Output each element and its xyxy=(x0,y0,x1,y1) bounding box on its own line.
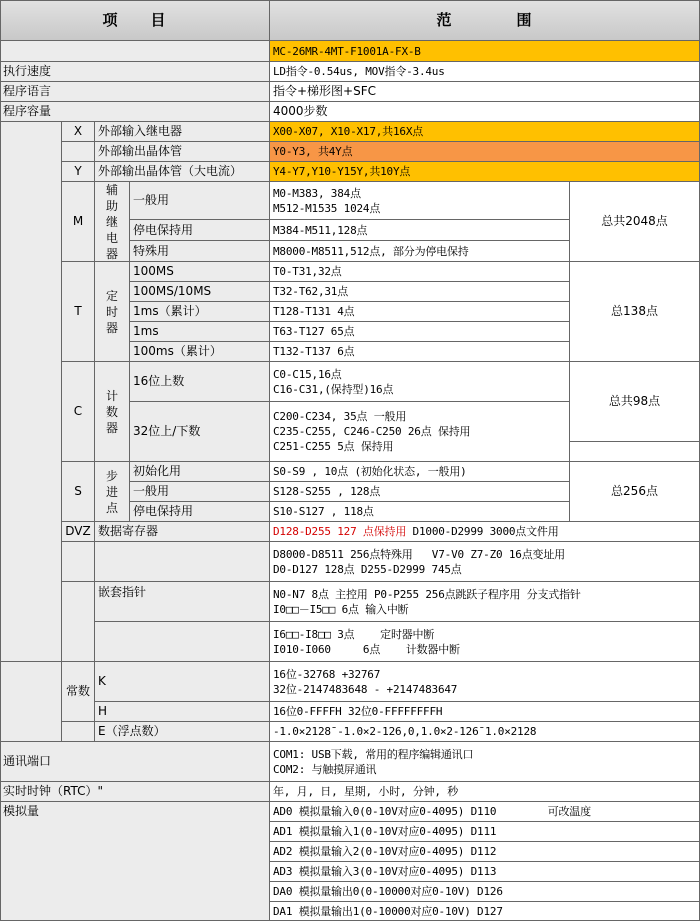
yt-label: 外部输出晶体管 xyxy=(95,142,270,162)
yt-code-cell xyxy=(62,142,95,162)
d-latch-range: D128-D255 127 点保持用 xyxy=(273,525,407,538)
s-init-value: S0-S9 , 10点 (初始化状态, 一般用) xyxy=(270,462,570,482)
m-total: 总共2048点 xyxy=(570,182,700,262)
const-label: 常数 xyxy=(62,662,95,722)
exec-speed-label: 执行速度 xyxy=(0,62,270,82)
d-code: DVZ xyxy=(62,522,95,542)
c-updown-value: C200-C234, 35点 一般用 C235-C255, C246-C250 26点 保持用 C251-C255 5点 保持用 xyxy=(270,402,570,462)
y-code: Y xyxy=(62,162,95,182)
t-row-label: 1ms（累计） xyxy=(130,302,270,322)
d-label-blank xyxy=(95,542,270,582)
const-k-value: 16位-32768 +32767 32位-2147483648 - +2147483647 xyxy=(270,662,700,702)
t-total: 总138点 xyxy=(570,262,700,362)
d-label: 数据寄存器 xyxy=(95,522,270,542)
d-value-2: D8000-D8511 256点特殊用 V7-V0 Z7-Z0 16点变址用 D0-D127 128点 D255-D2999 745点 xyxy=(270,542,700,582)
c-up-value: C0-C15,16点 C16-C31,(保持型)16点 xyxy=(270,362,570,402)
t-code: T xyxy=(62,262,95,362)
t-vertical-label: 定 时 器 xyxy=(95,262,130,362)
ptr-label-blank xyxy=(95,622,270,662)
c-total: 总共98点 xyxy=(570,362,700,442)
ptr-value-2: I6□□-I8□□ 3点 定时器中断 I010-I060 6点 计数器中断 xyxy=(270,622,700,662)
m-vertical-label: 辅 助 继 电 器 xyxy=(95,182,130,262)
ptr-code-blank xyxy=(62,582,95,662)
const-h-value: 16位0-FFFFH 32位0-FFFFFFFFH xyxy=(270,702,700,722)
comm-value: COM1: USB下载, 常用的程序编辑通讯口 COM2: 与触摸屏通讯 xyxy=(270,742,700,782)
const-left-blank xyxy=(0,662,62,742)
t-row-value: T63-T127 65点 xyxy=(270,322,570,342)
y-value: Y4-Y7,Y10-Y15Y,共10Y点 xyxy=(270,162,700,182)
c-updown-label: 32位上/下数 xyxy=(130,402,270,462)
rtc-value: 年, 月, 日, 星期, 小时, 分钟, 秒 xyxy=(270,782,700,802)
s-general-label: 一般用 xyxy=(130,482,270,502)
const-e-left-blank xyxy=(62,722,95,742)
t-row-label: 100MS/10MS xyxy=(130,282,270,302)
ptr-label: 嵌套指针 xyxy=(95,582,270,622)
prog-lang-value: 指令+梯形图+SFC xyxy=(270,82,700,102)
t-row-label: 100MS xyxy=(130,262,270,282)
analog-row: AD0 模拟量输入0(0-10V对应0-4095) D110 可改温度 xyxy=(270,802,700,822)
t-row-label: 1ms xyxy=(130,322,270,342)
prog-cap-value: 4000步数 xyxy=(270,102,700,122)
x-value: X00-X07, X10-X17,共16X点 xyxy=(270,122,700,142)
m-latch-label: 停电保持用 xyxy=(130,220,270,241)
const-k: K xyxy=(95,662,270,702)
s-init-label: 初始化用 xyxy=(130,462,270,482)
t-row-value: T128-T131 4点 xyxy=(270,302,570,322)
s-general-value: S128-S255 , 128点 xyxy=(270,482,570,502)
c-up-label: 16位上数 xyxy=(130,362,270,402)
c-total-blank xyxy=(570,442,700,462)
x-code: X xyxy=(62,122,95,142)
io-group-cell xyxy=(0,122,62,662)
t-row-label: 100ms（累计） xyxy=(130,342,270,362)
m-latch-value: M384-M511,128点 xyxy=(270,220,570,241)
const-e-value: -1.0×2128¯-1.0×2-126,0,1.0×2-126¯1.0×2128 xyxy=(270,722,700,742)
comm-label: 通讯端口 xyxy=(0,742,270,782)
m-special-value: M8000-M8511,512点, 部分为停电保持 xyxy=(270,241,570,262)
const-h: H xyxy=(95,702,270,722)
s-code: S xyxy=(62,462,95,522)
yt-value: Y0-Y3, 共4Y点 xyxy=(270,142,700,162)
m-general-label: 一般用 xyxy=(130,182,270,220)
header-range: 范 围 xyxy=(270,0,700,41)
d-value-1 xyxy=(270,522,700,542)
prog-lang-label: 程序语言 xyxy=(0,82,270,102)
y-label: 外部输出晶体管（大电流） xyxy=(95,162,270,182)
const-e: E（浮点数） xyxy=(95,722,270,742)
ptr-value-1: N0-N7 8点 主控用 P0-P255 256点跳跃子程序用 分支式指针 I0□□－I5□□ 6点 输入中断 xyxy=(270,582,700,622)
s-latch-label: 停电保持用 xyxy=(130,502,270,522)
t-row-value: T32-T62,31点 xyxy=(270,282,570,302)
m-code: M xyxy=(62,182,95,262)
rtc-label: 实时时钟（RTC）" xyxy=(0,782,270,802)
analog-row: AD2 模拟量输入2(0-10V对应0-4095) D112 xyxy=(270,842,700,862)
analog-label: 模拟量 xyxy=(0,802,270,921)
s-vertical-label: 步 进 点 xyxy=(95,462,130,522)
t-row-value: T0-T31,32点 xyxy=(270,262,570,282)
c-code: C xyxy=(62,362,95,462)
t-row-value: T132-T137 6点 xyxy=(270,342,570,362)
model-value: MC-26MR-4MT-F1001A-FX-B xyxy=(270,41,700,62)
analog-row: DA0 模拟量输出0(0-10000对应0-10V) D126 xyxy=(270,882,700,902)
exec-speed-value: LD指令-0.54us, MOV指令-3.4us xyxy=(270,62,700,82)
c-vertical-label: 计 数 器 xyxy=(95,362,130,462)
analog-row: AD1 模拟量输入1(0-10V对应0-4095) D111 xyxy=(270,822,700,842)
s-total: 总256点 xyxy=(570,462,700,522)
m-general-value: M0-M383, 384点 M512-M1535 1024点 xyxy=(270,182,570,220)
m-special-label: 特殊用 xyxy=(130,241,270,262)
header-item: 项 目 xyxy=(0,0,270,41)
analog-row: DA1 模拟量输出1(0-10000对应0-10V) D127 xyxy=(270,902,700,921)
d-code-blank xyxy=(62,542,95,582)
d-file-range: D1000-D2999 3000点文件用 xyxy=(406,525,559,538)
analog-row: AD3 模拟量输入3(0-10V对应0-4095) D113 xyxy=(270,862,700,882)
s-latch-value: S10-S127 , 118点 xyxy=(270,502,570,522)
model-label-cell xyxy=(0,41,270,62)
prog-cap-label: 程序容量 xyxy=(0,102,270,122)
x-label: 外部输入继电器 xyxy=(95,122,270,142)
